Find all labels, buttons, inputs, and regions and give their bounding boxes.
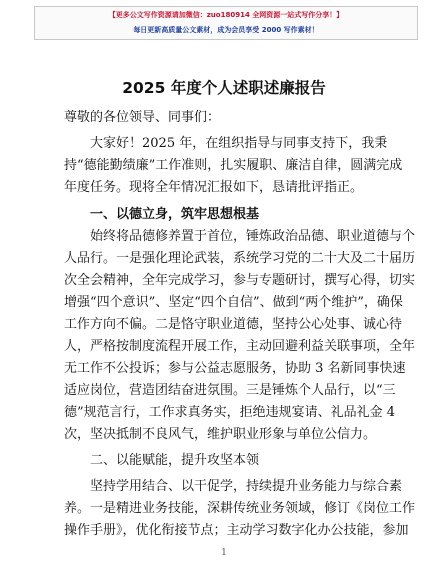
- paragraph-1-line-2: 持“德能勤绩廉”工作准则，扎实履职、廉洁自律，圆满完成: [64, 158, 403, 173]
- paragraph-2-line-10: 次，坚决抵制不良风气，维护职业形象与单位公信力。: [64, 427, 377, 442]
- salutation: 尊敬的各位领导、同事们：: [64, 110, 221, 125]
- paragraph-2-line-9: 德”规范言行，工作求真务实，拒绝违规宴请、礼品礼金 4: [64, 405, 396, 420]
- paragraph-2-line-2: 人品行。一是强化理论武装，系统学习党的二十大及二十届历: [64, 251, 416, 266]
- paragraph-2-line-5: 工作方向不偏。二是恪守职业道德，坚持公心处事、诚心待: [64, 317, 403, 332]
- promo-banner: [34, 6, 418, 40]
- paragraph-2-line-7: 无工作不公投诉；参与公益志愿服务，协助 3 名新同事快速: [64, 361, 406, 376]
- paragraph-2-line-1: 始终将品德修养置于首位，锤炼政治品德、职业道德与个: [90, 229, 416, 244]
- paragraph-2-line-3: 次全会精神，全年完成学习，参与专题研讨，撰写心得，切实: [64, 273, 416, 288]
- promo-line-2: 每日更新高质量公文素材，成为会员享受 2000 写作素材！: [133, 26, 319, 34]
- paragraph-1-line-3: 年度任务。现将全年情况汇报如下，恳请批评指正。: [64, 180, 364, 195]
- paragraph-3-line-3: 操作手册》，优化衔接节点；主动学习数字化办公技能，参加: [64, 523, 409, 538]
- paragraph-3-line-2: 养。一是精进业务技能，深耕传统业务领域，修订《岗位工作: [64, 501, 416, 516]
- paragraph-3-line-1: 坚持学用结合、以干促学，持续提升业务能力与综合素: [90, 479, 403, 494]
- section-heading-2: 二、以能赋能，提升攻坚本领: [90, 453, 260, 468]
- section-heading-1: 一、以德立身，筑牢思想根基: [90, 207, 260, 222]
- promo-line-1: 【更多公文写作资源请加微信：zuo180914 全网资源一站式写作分享！】: [108, 11, 344, 19]
- paragraph-2-line-8: 适应岗位，营造团结奋进氛围。三是锤炼个人品行，以“三: [64, 383, 396, 398]
- page-number: 1: [221, 548, 227, 558]
- paragraph-2-line-4: 增强“四个意识”、坚定“四个自信”、做到“两个维护”，确保: [64, 295, 403, 310]
- paragraph-2-line-6: 人，严格按制度流程开展工作，主动回避利益关联事项，全年: [64, 339, 416, 354]
- paragraph-1-line-1: 大家好！2025 年，在组织指导与同事支持下，我秉: [90, 136, 388, 151]
- page-title: 2025 年度个人述职述廉报告: [122, 79, 326, 97]
